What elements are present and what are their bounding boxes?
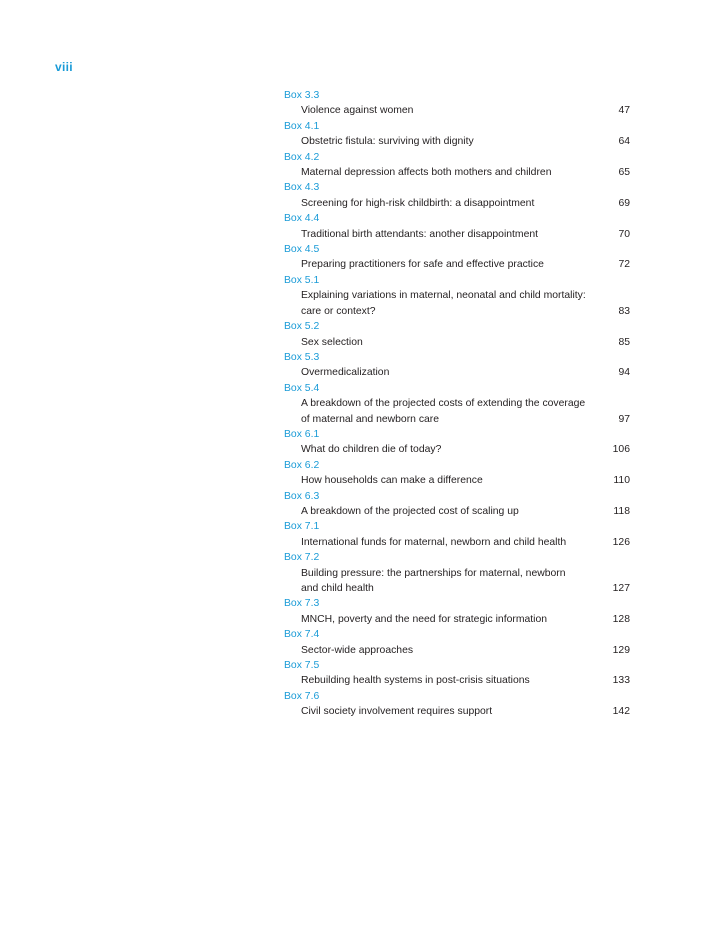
box-entry <box>284 627 630 658</box>
box-label[interactable]: Box 7.1 <box>284 521 320 533</box>
box-title[interactable]: Explaining variations in maternal, neonatal and child mortality: care or context? <box>301 290 586 317</box>
box-title-row <box>284 335 630 350</box>
page-reference: 83 <box>618 305 630 317</box>
box-entry <box>284 350 630 381</box>
page-reference: 142 <box>612 706 630 718</box>
box-label[interactable]: Box 5.2 <box>284 321 320 333</box>
box-title-row <box>284 704 630 719</box>
box-title[interactable]: Sector-wide approaches <box>301 644 414 656</box>
box-title-row <box>284 227 630 242</box>
box-label[interactable]: Box 5.1 <box>284 274 320 286</box>
box-entry <box>284 427 630 458</box>
box-label[interactable]: Box 5.4 <box>284 382 320 394</box>
box-title[interactable]: Violence against women <box>301 105 414 117</box>
box-title-row <box>284 134 630 149</box>
box-title[interactable]: International funds for maternal, newborn and child health <box>301 536 567 548</box>
box-title[interactable]: Rebuilding health systems in post-crisis situations <box>301 675 530 687</box>
box-entry <box>284 319 630 350</box>
box-entry <box>284 150 630 181</box>
box-title-row <box>284 196 630 211</box>
box-label[interactable]: Box 4.1 <box>284 120 320 132</box>
box-entry <box>284 519 630 550</box>
box-entry <box>284 180 630 211</box>
page-reference: 110 <box>613 475 630 487</box>
page-reference: 118 <box>613 505 630 517</box>
page-reference: 85 <box>618 336 630 348</box>
box-title[interactable]: How households can make a difference <box>301 475 483 487</box>
page-reference: 126 <box>612 536 630 548</box>
box-title[interactable]: Sex selection <box>301 336 363 348</box>
box-title[interactable]: Obstetric fistula: surviving with dignity <box>301 136 474 148</box>
box-label[interactable]: Box 6.3 <box>284 490 320 502</box>
box-entry <box>284 242 630 273</box>
box-entry <box>284 596 630 627</box>
box-label[interactable]: Box 7.3 <box>284 598 320 610</box>
page-reference: 97 <box>618 413 630 425</box>
box-label[interactable]: Box 5.3 <box>284 351 320 363</box>
box-title[interactable]: Preparing practitioners for safe and effective practice <box>301 259 544 271</box>
box-entry <box>284 550 630 596</box>
box-label[interactable]: Box 4.3 <box>284 182 320 194</box>
page-number: viii <box>55 60 73 74</box>
box-title[interactable]: A breakdown of the projected costs of extending the coverage of maternal and newborn care <box>301 398 586 425</box>
box-label[interactable]: Box 7.5 <box>284 660 320 672</box>
box-title-row <box>284 257 630 272</box>
box-title-row <box>284 442 630 457</box>
box-title-row <box>284 473 630 488</box>
page-reference: 129 <box>612 644 630 656</box>
box-title[interactable]: Overmedicalization <box>301 367 390 379</box>
box-title[interactable]: MNCH, poverty and the need for strategic information <box>301 613 548 625</box>
box-label[interactable]: Box 7.2 <box>284 552 320 564</box>
box-title-row <box>284 165 630 180</box>
box-title-row <box>284 643 630 658</box>
box-label[interactable]: Box 3.3 <box>284 90 320 101</box>
box-title[interactable]: A breakdown of the projected cost of scaling up <box>301 505 519 517</box>
box-label[interactable]: Box 7.4 <box>284 629 320 641</box>
box-entry <box>284 88 630 119</box>
page-reference: 106 <box>612 444 630 456</box>
box-title-row <box>284 535 630 550</box>
box-entry <box>284 273 630 319</box>
box-title-row <box>284 673 630 688</box>
box-entry <box>284 119 630 150</box>
box-title-row <box>284 612 630 627</box>
page-reference: 94 <box>618 367 630 379</box>
box-entry <box>284 689 630 720</box>
box-label[interactable]: Box 6.2 <box>284 459 320 471</box>
box-title[interactable]: Maternal depression affects both mothers and children <box>301 167 552 179</box>
box-title[interactable]: Civil society involvement requires support <box>301 706 493 718</box>
box-title-row <box>284 288 630 319</box>
box-entry <box>284 458 630 489</box>
box-title-row <box>284 365 630 380</box>
page-reference: 128 <box>612 613 630 625</box>
page-reference: 69 <box>618 197 630 209</box>
box-entry <box>284 489 630 520</box>
box-title-row <box>284 103 630 118</box>
page-reference: 127 <box>612 583 630 594</box>
box-label[interactable]: Box 4.5 <box>284 244 320 256</box>
box-list <box>284 88 630 720</box>
box-title-row <box>284 396 630 427</box>
page-reference: 65 <box>618 167 630 179</box>
box-title-row <box>284 566 630 597</box>
box-title-row <box>284 504 630 519</box>
box-title[interactable]: Building pressure: the partnerships for maternal, newborn and child health <box>301 567 566 594</box>
box-entry <box>284 211 630 242</box>
box-title[interactable]: Traditional birth attendants: another disappointment <box>301 228 539 240</box>
box-title[interactable]: What do children die of today? <box>301 444 442 456</box>
page-reference: 72 <box>618 259 630 271</box>
box-title[interactable]: Screening for high-risk childbirth: a disappointment <box>301 197 535 209</box>
box-label[interactable]: Box 4.4 <box>284 213 320 225</box>
box-label[interactable]: Box 4.2 <box>284 151 320 163</box>
box-label[interactable]: Box 7.6 <box>284 690 320 702</box>
box-entry <box>284 381 630 427</box>
page-reference: 64 <box>618 136 630 148</box>
box-label[interactable]: Box 6.1 <box>284 428 320 440</box>
box-entry <box>284 658 630 689</box>
page-reference: 70 <box>618 228 630 240</box>
page-reference: 133 <box>612 675 630 687</box>
page-reference: 47 <box>618 105 630 117</box>
